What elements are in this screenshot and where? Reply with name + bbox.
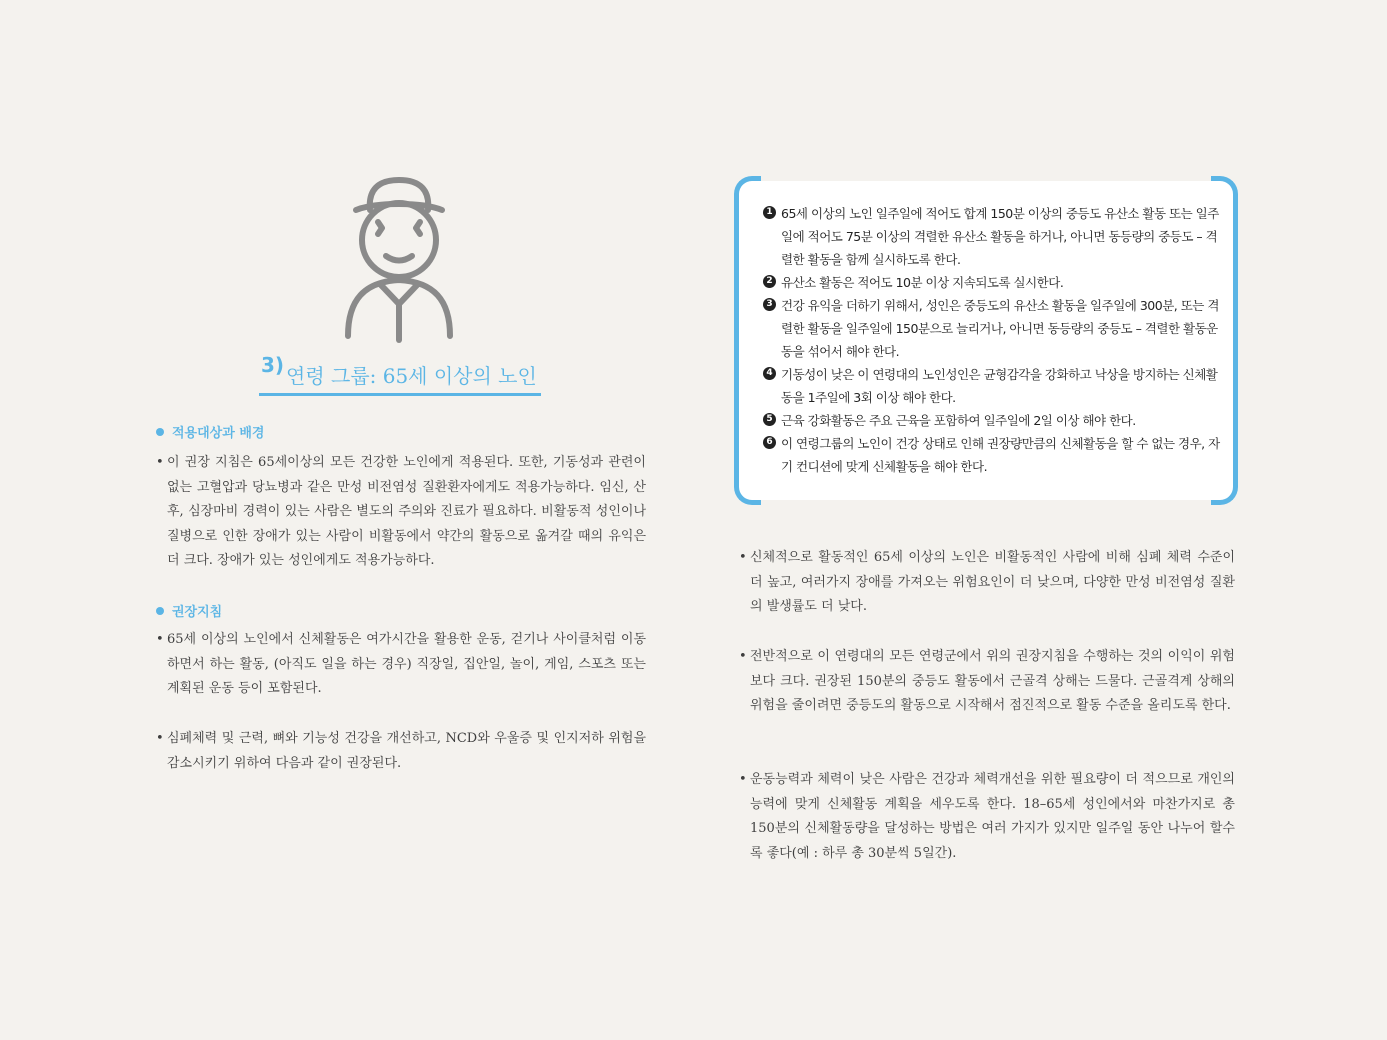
paragraph [739,645,1235,719]
bullet-icon: • [156,455,164,470]
paragraph [739,546,1235,620]
rule-item [763,409,1225,432]
bullet-icon: • [739,550,747,565]
rule-text: 건강 유익을 더하기 위해서, 성인은 중등도의 유산소 활동을 일주일에 300분, 또는 격렬한 활동을 일주일에 150분으로 늘리거나, 아니면 동등량의 중등도 – 격렬한 활동운동을 섞어서 해야 한다. [781,298,1219,359]
rule-number-badge: 4 [763,367,776,380]
rule-item [763,271,1225,294]
paragraph-text: 전반적으로 이 연령대의 모든 연령군에서 위의 권장지침을 수행하는 것의 이익이 위험보다 크다. 권장된 150분의 중등도 활동에서 근골격 상해는 드물다. 근골격계 상해의 위험을 줄이려면 중등도의 활동으로 시작해서 점진적으로 활동 수준을 올리도록 한다. [750,649,1235,713]
paragraph-text: 심폐체력 및 근력, 뼈와 기능성 건강을 개선하고, NCD와 우울증 및 인지저하 위험을 감소시키기 위하여 다음과 같이 권장된다. [167,731,646,771]
subheading-label: 권장지침 [172,605,223,620]
elderly-person-with-hat-icon [336,172,462,348]
rule-item [763,363,1225,409]
paragraph-text: 65세 이상의 노인에서 신체활동은 여가시간을 활용한 운동, 걷기나 사이클처럼 이동하면서 하는 활동, (아직도 일을 하는 경우) 직장일, 집안일, 놀이, 게임, 스포츠 또는 계획된 운동 등이 포함된다. [167,632,646,696]
rule-item [763,432,1225,478]
bullet-icon: • [156,731,164,746]
rule-number-badge: 2 [763,275,776,288]
subheading-label: 적용대상과 배경 [172,426,265,441]
subheading-background [156,422,264,441]
section-heading [259,350,541,396]
paragraph [156,727,646,776]
rule-number-badge: 5 [763,413,776,426]
paragraph [739,768,1235,866]
rule-number-badge: 3 [763,298,776,311]
rule-text: 기동성이 낮은 이 연령대의 노인성인은 균형감각을 강화하고 낙상을 방지하는 신체활동을 1주일에 3회 이상 해야 한다. [781,367,1218,405]
rule-number-badge: 1 [763,206,776,219]
bullet-icon: • [156,632,164,647]
bullet-dot-icon [156,607,164,615]
paragraph-text: 신체적으로 활동적인 65세 이상의 노인은 비활동적인 사람에 비해 심폐 체력 수준이 더 높고, 여러가지 장애를 가져오는 위험요인이 더 낮으며, 다양한 만성 비전염성 질환의 발생률도 더 낮다. [750,550,1235,614]
heading-underline [259,393,541,396]
paragraph [156,451,646,574]
rule-text: 65세 이상의 노인 일주일에 적어도 합계 150분 이상의 중등도 유산소 활동 또는 일주일에 적어도 75분 이상의 격렬한 유산소 활동을 하거나, 아니면 동등량의 중등도 – 격렬한 활동을 함께 실시하도록 한다. [781,206,1219,267]
bullet-dot-icon [156,428,164,436]
rule-number-badge: 6 [763,436,776,449]
rule-item [763,202,1225,271]
bullet-icon: • [739,772,747,787]
bullet-icon: • [739,649,747,664]
rule-text: 근육 강화활동은 주요 근육을 포함하여 일주일에 2일 이상 해야 한다. [781,413,1136,428]
bracket-side [734,198,739,483]
section-number: 3) [261,353,285,377]
rule-text: 유산소 활동은 적어도 10분 이상 지속되도록 실시한다. [781,275,1064,290]
paragraph-text: 운동능력과 체력이 낮은 사람은 건강과 체력개선을 위한 필요량이 더 적으므로 개인의 능력에 맞게 신체활동 계획을 세우도록 한다. 18–65세 성인에서와 마찬가지로 총 150분의 신체활동량을 달성하는 방법은 여러 가지가 있지만 일주일 동안 나누어 할수록 좋다(예 : 하루 총 30분씩 5일간). [750,772,1235,861]
paragraph-text: 이 권장 지침은 65세이상의 모든 건강한 노인에게 적용된다. 또한, 기동성과 관련이 없는 고혈압과 당뇨병과 같은 만성 비전염성 질환환자에게도 적용가능하다. 임신, 산후, 심장마비 경력이 있는 사람은 별도의 주의와 진료가 필요하다. 비활동적 성인이나 질병으로 인한 장애가 있는 사람이 비활동에서 약간의 활동으로 옮겨갈 때의 유익은 더 크다. 장애가 있는 성인에게도 적용가능하다. [167,455,646,568]
subheading-guidelines [156,601,222,620]
rule-text: 이 연령그룹의 노인이 건강 상태로 인해 권장량만큼의 신체활동을 할 수 없는 경우, 자기 컨디션에 맞게 신체활동을 해야 한다. [781,436,1220,474]
paragraph [156,628,646,702]
rule-item [763,294,1225,363]
section-title: 연령 그룹: 65세 이상의 노인 [286,364,537,388]
bracket-side [1233,198,1238,483]
